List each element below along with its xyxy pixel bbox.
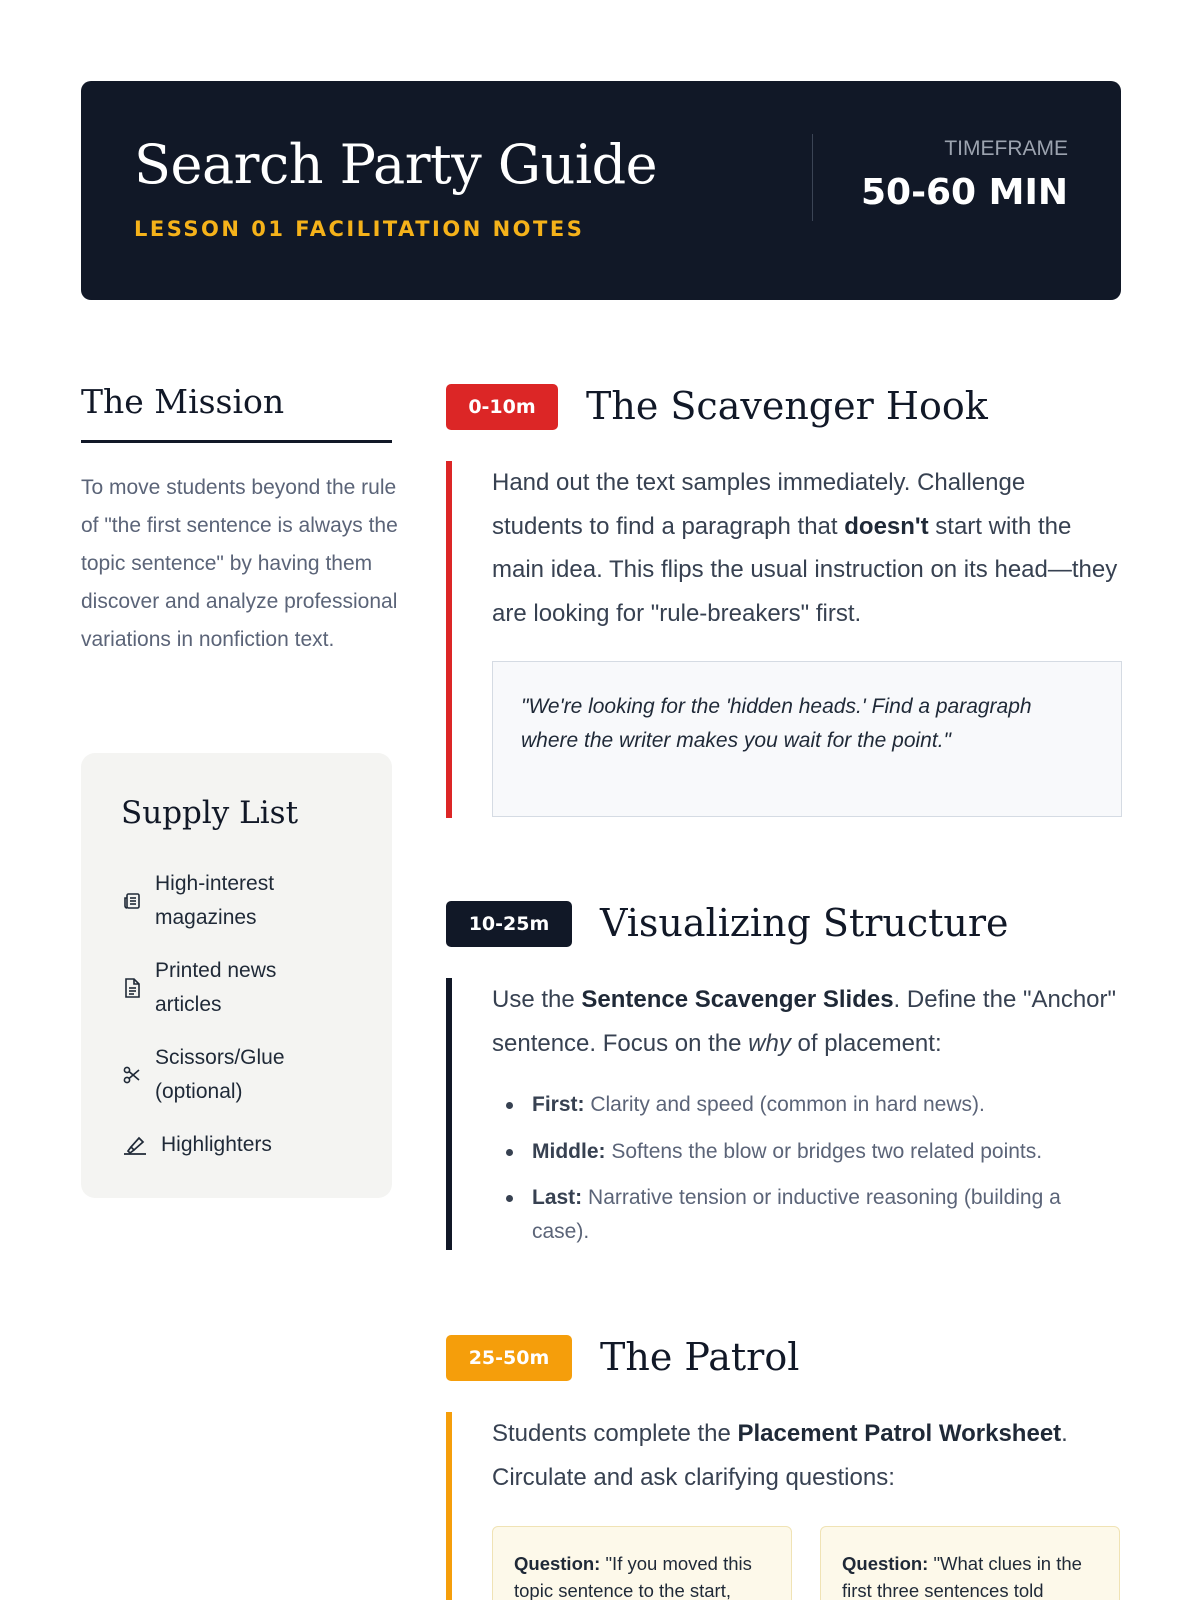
placement-list [492,1088,1122,1261]
header-divider [812,134,813,221]
time-badge: 10-25m [446,901,572,947]
supply-item [121,1128,311,1162]
question-card [492,1526,792,1600]
newspaper-icon [121,891,142,912]
supply-item-label: High-interest magazines [155,872,275,929]
list-item-label: First: [532,1093,585,1116]
question-card [820,1526,1120,1600]
supply-item [121,1041,305,1109]
body-text: . Circulate and ask clarifying questions: [492,1420,1068,1491]
page-title: Search Party Guide [134,133,658,196]
supply-list-title: Supply List [121,795,299,831]
list-item [492,1135,1122,1169]
header-banner [81,81,1121,300]
list-item-text: Narrative tension or inductive reasoning (building a case). [532,1186,1061,1243]
quote-callout [492,661,1122,817]
mission-title: The Mission [81,382,285,421]
question-body: "If you moved this topic sentence to the start, [514,1553,752,1600]
supply-item-label: Highlighters [161,1133,272,1156]
time-badge: 0-10m [446,384,558,430]
body-text: Hand out the text samples immediately. Challenge students to find a paragraph that [492,469,1026,540]
question-text [842,1550,1104,1600]
supply-item [121,954,305,1022]
section-accent-bar [446,461,452,818]
body-emphasis: doesn't [844,512,929,540]
list-item-label: Middle: [532,1139,606,1163]
body-text: Students complete the [492,1420,738,1447]
timeframe-label: TIMEFRAME [944,137,1068,160]
page-subtitle: LESSON 01 FACILITATION NOTES [134,217,585,241]
supply-item-label: Scissors/Glue (optional) [155,1046,285,1103]
scissors-icon [121,1065,142,1086]
list-item [492,1181,1122,1248]
list-item-text: Softens the blow or bridges two related points. [605,1139,1043,1163]
highlighter-icon [121,1135,148,1156]
quote-text: "We're looking for the 'hidden heads.' Find a paragraph where the writer makes you wait for the point." [521,695,1032,752]
section-body [492,1412,1122,1499]
supply-list-card [81,753,392,1198]
list-item [492,1088,1122,1122]
section-title: Visualizing Structure [600,901,1009,945]
section-body [492,461,1122,635]
body-text: . Define the "Anchor" sentence. Focus on the [492,986,1117,1057]
document-icon [121,978,142,999]
question-label: Question: [842,1553,929,1574]
question-label: Question: [514,1553,601,1574]
supply-item [121,867,285,935]
mission-text: To move students beyond the rule of "the first sentence is always the topic sentence" by having them discover and analyze professional variations in nonfiction text. [81,476,398,651]
supply-item-label: Printed news articles [155,959,277,1016]
section-title: The Patrol [600,1335,800,1379]
section-body [492,978,1122,1065]
section-accent-bar [446,978,452,1250]
list-item-text: Clarity and speed (common in hard news). [584,1093,985,1116]
body-emphasis: Placement Patrol Worksheet [737,1420,1062,1447]
mission-divider [81,440,392,443]
time-badge: 25-50m [446,1335,572,1381]
body-text: Use the [492,986,582,1013]
section-title: The Scavenger Hook [586,384,988,428]
body-emphasis: Sentence Scavenger Slides [581,986,894,1013]
question-body: "What clues in the first three sentences told [842,1553,1082,1600]
body-text: start with the main idea. This flips the usual instruction on its head—they are looking for "rule-breakers" first. [492,512,1118,627]
timeframe-value: 50-60 MIN [860,172,1068,213]
body-text: of placement: [790,1029,942,1057]
list-item-label: Last: [532,1186,583,1209]
section-accent-bar [446,1412,452,1600]
question-text [514,1550,776,1600]
body-italic: why [748,1029,791,1057]
